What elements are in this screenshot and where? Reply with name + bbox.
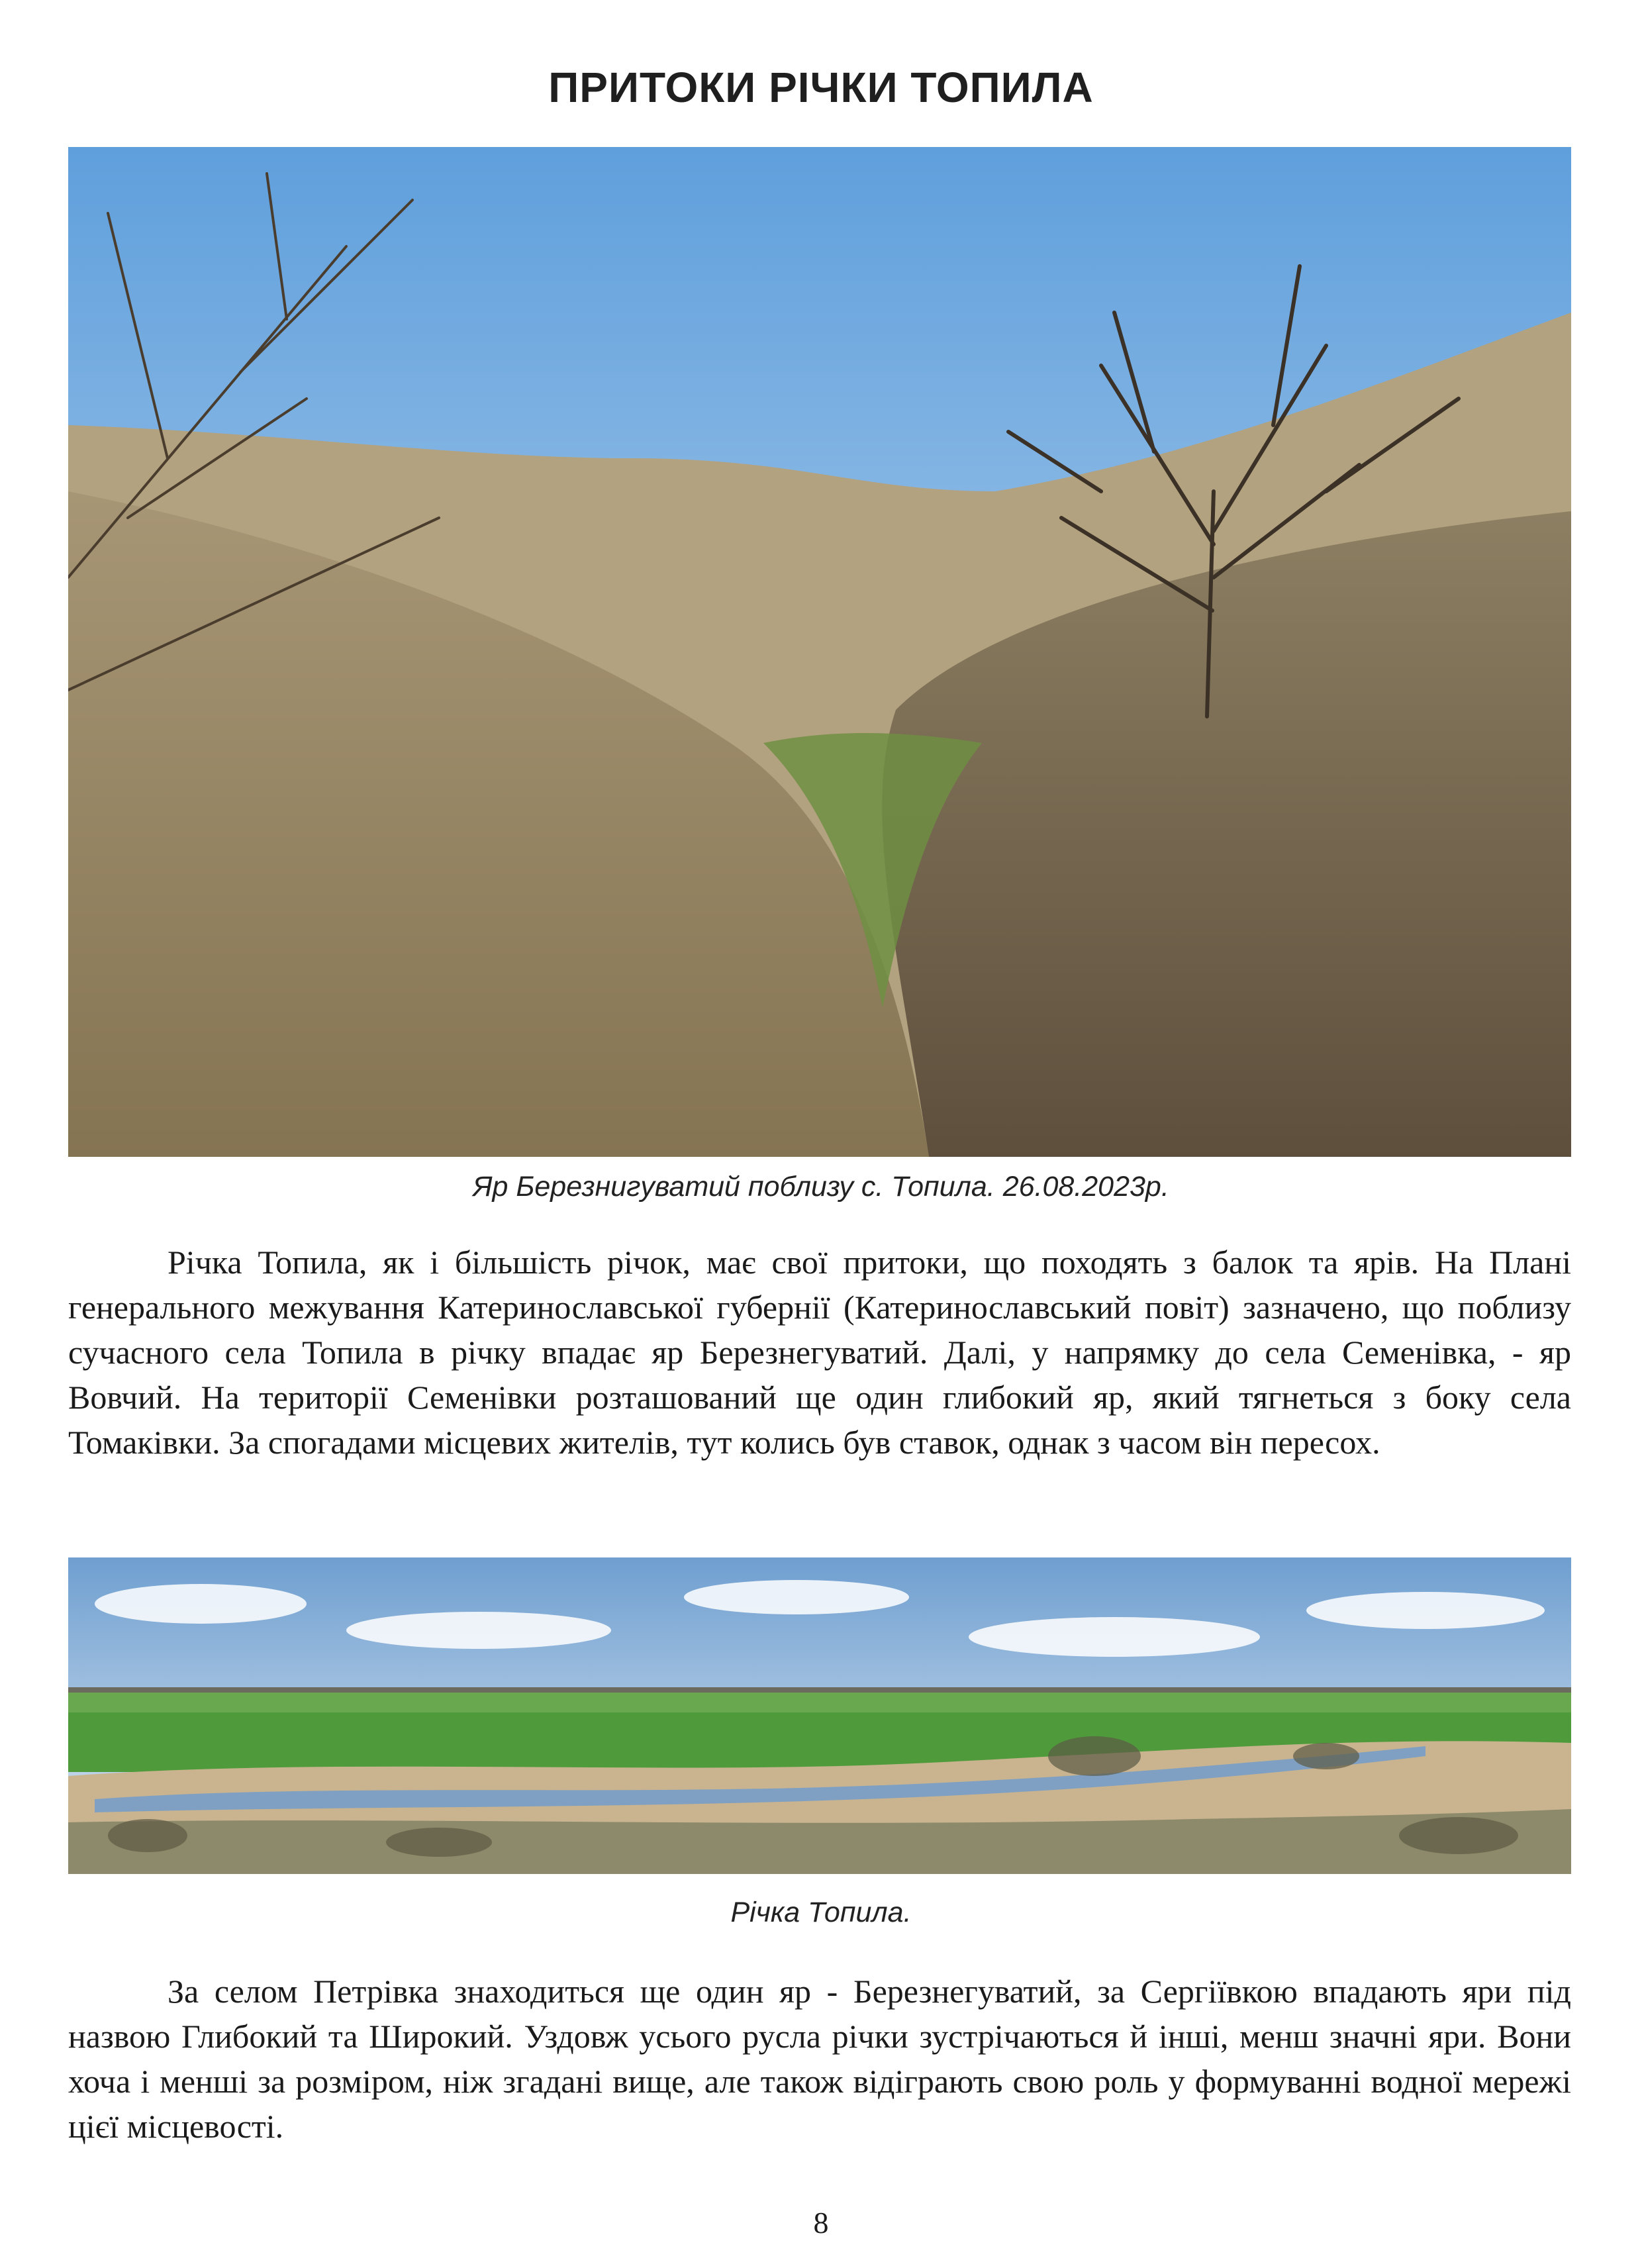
paragraph-1: Річка Топила, як і більшість річок, має свої притоки, що походять з балок та ярів. На Плані генерального межування Катеринославської губернії (Катеринославський повіт) зазначено, що поблизу сучасного села Топила в річку впадає яр Березнегуватий. Далі, у напрямку до села Семенівка, - яр Вовчий. На території Семенівки розташований ще один глибокий яр, який тягнеться з боку села Томаківки. За спогадами місцевих жителів, тут колись був ставок, однак з часом він пересох. [68, 1244, 1571, 1461]
river-photo-caption: Річка Топила. [730, 1897, 912, 1928]
river-panorama-photo [68, 1557, 1571, 1874]
paragraph-2: За селом Петрівка знаходиться ще один яр - Березнегуватий, за Сергіївкою впадають яри під назвою Глибокий та Широкий. Уздовж усього русла річки зустрічаються й інші, менш значні яри. Вони хоча і менші за розміром, ніж згадані вище, але також відіграють свою роль у формуванні водної мережі цієї місцевості. [68, 1973, 1571, 2145]
river-photo-illustration [68, 1557, 1571, 1874]
ravine-photo [68, 147, 1571, 1157]
page-title: ПРИТОКИ РІЧКИ ТОПИЛА [548, 64, 1094, 111]
ravine-photo-illustration [68, 147, 1571, 1157]
ravine-photo-caption: Яр Березнигуватий поблизу с. Топила. 26.08.2023р. [473, 1171, 1169, 1203]
page-number: 8 [813, 2206, 829, 2240]
